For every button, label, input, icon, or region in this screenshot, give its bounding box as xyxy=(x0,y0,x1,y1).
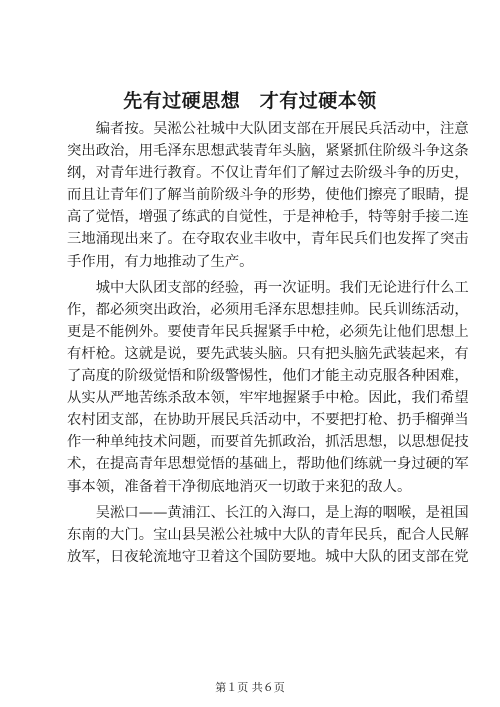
document-title: 先有过硬思想 才有过硬本领 xyxy=(123,90,377,112)
text-line: 东南的大门。宝山县吴淞公社城中大队的青年民兵，配合人民解 xyxy=(67,526,469,543)
page-footer: 第１页 共６页 xyxy=(215,681,285,694)
text-line: 高了觉悟，增强了练武的自觉性，于是神枪手，特等射手接二连 xyxy=(67,209,469,226)
text-line: 吴淞口——黄浦江、长江的入海口，是上海的咽喉，是祖国 xyxy=(67,504,469,521)
document-body xyxy=(67,118,469,568)
text-line: 纲，对青年进行教育。不仅让青年们了解过去阶级斗争的历史， xyxy=(67,165,469,182)
text-line: 从实从严地苦练杀敌本领，牢牢地握紧手中枪。因此，我们希望 xyxy=(67,390,469,407)
text-line: 农村团支部，在协助开展民兵活动中，不要把打枪、扔手榴弹当 xyxy=(67,412,469,429)
text-line: 而且让青年们了解当前阶级斗争的形势，使他们擦亮了眼睛，提 xyxy=(67,187,469,204)
paragraph-experience xyxy=(67,277,469,498)
text-line: 手作用，有力地推动了生产。 xyxy=(67,253,254,270)
text-line: 突出政治，用毛泽东思想武装青年头脑，紧紧抓住阶级斗争这条 xyxy=(67,143,469,160)
text-line: 编者按。吴淞公社城中大队团支部在开展民兵活动中，注意 xyxy=(67,121,469,137)
text-line: 放军，日夜轮流地守卫着这个国防要地。城中大队的团支部在党 xyxy=(67,548,469,565)
text-line: 作一种单纯技术问题，而要首先抓政治，抓活思想，以思想促技 xyxy=(67,434,469,451)
text-line: 有杆枪。这就是说，要先武装头脑。只有把头脑先武装起来，有 xyxy=(67,345,469,362)
text-line: 更是不能例外。要使青年民兵握紧手中枪，必须先让他们思想上 xyxy=(67,323,469,340)
text-line: 作，都必须突出政治，必须用毛泽东思想挂帅。民兵训练活动， xyxy=(67,301,469,318)
text-line: 三地涌现出来了。在夺取农业丰收中，青年民兵们也发挥了突击 xyxy=(67,231,469,248)
text-line: 术，在提高青年思想觉悟的基础上，帮助他们练就一身过硬的军 xyxy=(67,456,469,473)
paragraph-wusong xyxy=(67,502,469,568)
text-line: 事本领，准备着干净彻底地消灭一切敢于来犯的敌人。 xyxy=(67,478,412,495)
text-line: 了高度的阶级觉悟和阶级警惕性，他们才能主动克服各种困难， xyxy=(67,368,469,385)
paragraph-editor-note xyxy=(67,118,469,273)
text-line: 城中大队团支部的经验，再一次证明。我们无论进行什么工 xyxy=(67,279,469,296)
